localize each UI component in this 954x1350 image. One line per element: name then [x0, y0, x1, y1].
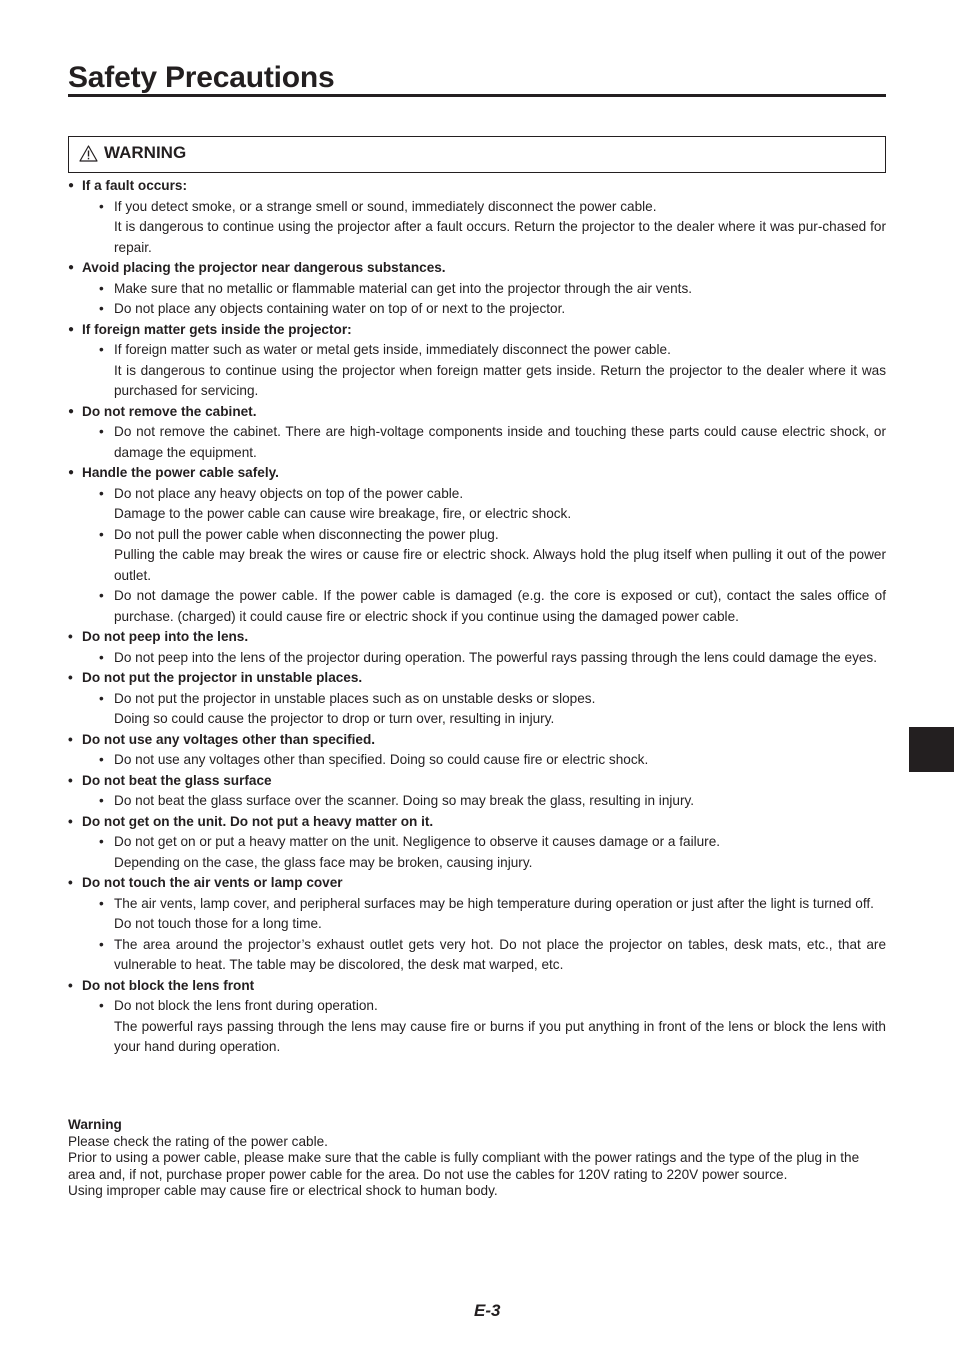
note-line: Prior to using a power cable, please make sure that the cable is fully compliant with the power ratings and the type of the plug in the area and, if not, purchase proper power cable for the area. Do not use the cables for 120V rating to 220V power source. [68, 1150, 860, 1182]
item-text: It is dangerous to continue using the projector when foreign matter gets inside. Return the projector to the dealer where it was purchased for servicing. [114, 362, 886, 398]
section-heading-text: Do not touch the air vents or lamp cover [82, 875, 343, 890]
filled-circle-bullet-icon: ● [68, 405, 75, 417]
warning-triangle-icon [79, 145, 98, 162]
list-item [68, 791, 886, 812]
section-heading [68, 176, 886, 197]
section-heading [68, 730, 886, 751]
bullet-icon: • [99, 198, 104, 214]
bullet-icon: • [68, 772, 73, 788]
item-text: The powerful rays passing through the lens may cause fire or burns if you put anything in front of the lens or block the lens with your hand during operation. [114, 1018, 886, 1054]
section-heading [68, 873, 886, 894]
page-title: Safety Precautions [68, 61, 335, 94]
item-text: The area around the projector’s exhaust outlet gets very hot. Do not place the projector on tables, desk mats, etc., that are vulnerable to heat. The table may be discolored, the desk mat warped, etc. [114, 936, 886, 972]
section-heading-text: Do not get on the unit. Do not put a heavy matter on it. [82, 813, 434, 829]
bullet-icon: • [99, 793, 104, 808]
item-text: If foreign matter such as water or metal gets inside, immediately disconnect the power cable. [114, 342, 671, 357]
title-rule [68, 94, 886, 97]
bullet-icon: • [99, 936, 104, 952]
bullet-icon: • [68, 813, 73, 829]
section-heading-text: Do not put the projector in unstable places. [82, 670, 363, 685]
list-item [68, 894, 886, 935]
side-tab-marker [909, 727, 954, 772]
item-text: Pulling the cable may break the wires or cause fire or electric shock. Always hold the plug itself when pulling it out of the power outlet. [114, 547, 886, 583]
item-text: Do not use any voltages other than specified. Doing so could cause fire or electric shock. [114, 752, 649, 767]
precaution-section [68, 812, 886, 874]
section-heading [68, 812, 886, 833]
list-item [68, 525, 886, 587]
item-text: Do not block the lens front during operation. [114, 998, 378, 1013]
filled-circle-bullet-icon: ● [68, 323, 75, 335]
item-text: Do not place any objects containing water on top of or next to the projector. [114, 301, 566, 316]
precaution-section [68, 320, 886, 402]
list-item [68, 935, 886, 976]
bullet-icon: • [99, 342, 104, 357]
precaution-section [68, 627, 886, 668]
item-text: Do not touch those for a long time. [114, 916, 322, 931]
page-number: E-3 [474, 1301, 501, 1320]
precaution-section [68, 402, 886, 464]
bullet-icon: • [99, 690, 104, 706]
list-item [68, 648, 886, 669]
list-item [68, 832, 886, 873]
section-heading [68, 771, 886, 792]
item-text: The air vents, lamp cover, and peripheral surfaces may be high temperature during operation or just after the light is turned off. [114, 895, 874, 911]
list-item [68, 299, 886, 320]
item-text: It is dangerous to continue using the projector after a fault occurs. Return the projector to the dealer where it was pur-chased for repair. [114, 219, 886, 255]
bullet-icon: • [99, 752, 104, 767]
section-heading-text: If a fault occurs: [82, 178, 187, 193]
warning-box [68, 136, 886, 173]
precaution-section [68, 463, 886, 627]
precaution-section [68, 730, 886, 771]
item-text: Do not remove the cabinet. There are high-voltage components inside and touching these parts could cause electric shock, or damage the equipment. [114, 424, 886, 460]
note-title: Warning [68, 1117, 122, 1132]
list-item [68, 340, 886, 402]
section-heading-text: If foreign matter gets inside the projector: [82, 321, 352, 337]
note-line: Using improper cable may cause fire or electrical shock to human body. [68, 1183, 498, 1198]
bullet-icon: • [68, 670, 73, 685]
section-heading [68, 668, 886, 689]
section-heading [68, 976, 886, 997]
section-heading-text: Handle the power cable safely. [82, 465, 279, 480]
section-heading [68, 320, 886, 341]
precaution-section [68, 258, 886, 320]
section-heading [68, 402, 886, 423]
section-heading-text: Do not beat the glass surface [82, 772, 272, 788]
item-text: Do not peep into the lens of the projector during operation. The powerful rays passing through the lens could damage the eyes. [114, 649, 877, 665]
item-text: Depending on the case, the glass face may be broken, causing injury. [114, 854, 533, 870]
section-heading [68, 627, 886, 648]
item-text: Make sure that no metallic or flammable material can get into the projector through the air vents. [114, 280, 693, 296]
bullet-icon: • [99, 649, 104, 665]
item-text: Damage to the power cable can cause wire breakage, fire, or electric shock. [114, 506, 572, 521]
bullet-icon: • [68, 875, 73, 890]
bullet-icon: • [99, 895, 104, 911]
item-text: Do not put the projector in unstable places such as on unstable desks or slopes. [114, 690, 596, 706]
bullet-icon: • [99, 526, 104, 542]
warning-label: WARNING [104, 143, 187, 162]
item-text: Do not place any heavy objects on top of the power cable. [114, 485, 464, 501]
filled-circle-bullet-icon: ● [68, 262, 75, 273]
bullet-icon: • [99, 834, 104, 849]
item-text: Do not get on or put a heavy matter on the unit. Negligence to observe it causes damage or a failure. [114, 834, 721, 849]
bullet-icon: • [68, 629, 73, 644]
bullet-icon: • [68, 977, 73, 993]
item-text: Do not damage the power cable. If the power cable is damaged (e.g. the core is exposed or cut), contact the sales office of purchase. (charged) it could cause fire or electric shock if you continue using the damaged power cable. [114, 588, 886, 624]
precaution-section [68, 176, 886, 258]
bullet-icon: • [99, 998, 104, 1013]
item-text: If you detect smoke, or a strange smell or sound, immediately disconnect the power cable. [114, 198, 657, 214]
list-item [68, 279, 886, 300]
precaution-section [68, 873, 886, 976]
section-heading-text: Avoid placing the projector near dangerous substances. [82, 260, 446, 275]
list-item [68, 689, 886, 730]
item-text: Do not beat the glass surface over the scanner. Doing so may break the glass, resulting in injury. [114, 793, 695, 808]
list-item [68, 422, 886, 463]
bullet-icon: • [68, 731, 73, 747]
bullet-icon: • [99, 301, 104, 316]
note-line: Please check the rating of the power cable. [68, 1133, 328, 1149]
bullet-icon: • [99, 424, 104, 439]
bullet-icon: • [99, 485, 104, 501]
section-heading [68, 258, 886, 279]
section-heading-text: Do not peep into the lens. [82, 629, 249, 644]
bullet-icon: • [99, 280, 104, 296]
list-item [68, 484, 886, 525]
warning-note [68, 1117, 886, 1200]
list-item [68, 197, 886, 259]
item-text: Doing so could cause the projector to drop or turn over, resulting in injury. [114, 711, 555, 726]
safety-sections [68, 176, 886, 1058]
precaution-section [68, 668, 886, 730]
filled-circle-bullet-icon: ● [68, 180, 75, 191]
bullet-icon: • [99, 588, 104, 603]
section-heading-text: Do not use any voltages other than specified. [82, 731, 376, 747]
list-item [68, 996, 886, 1058]
section-heading-text: Do not block the lens front [82, 977, 255, 993]
list-item [68, 586, 886, 627]
filled-circle-bullet-icon: ● [68, 467, 75, 478]
precaution-section [68, 976, 886, 1058]
section-heading [68, 463, 886, 484]
section-heading-text: Do not remove the cabinet. [82, 403, 257, 419]
item-text: Do not pull the power cable when disconnecting the power plug. [114, 526, 499, 542]
precaution-section [68, 771, 886, 812]
list-item [68, 750, 886, 771]
